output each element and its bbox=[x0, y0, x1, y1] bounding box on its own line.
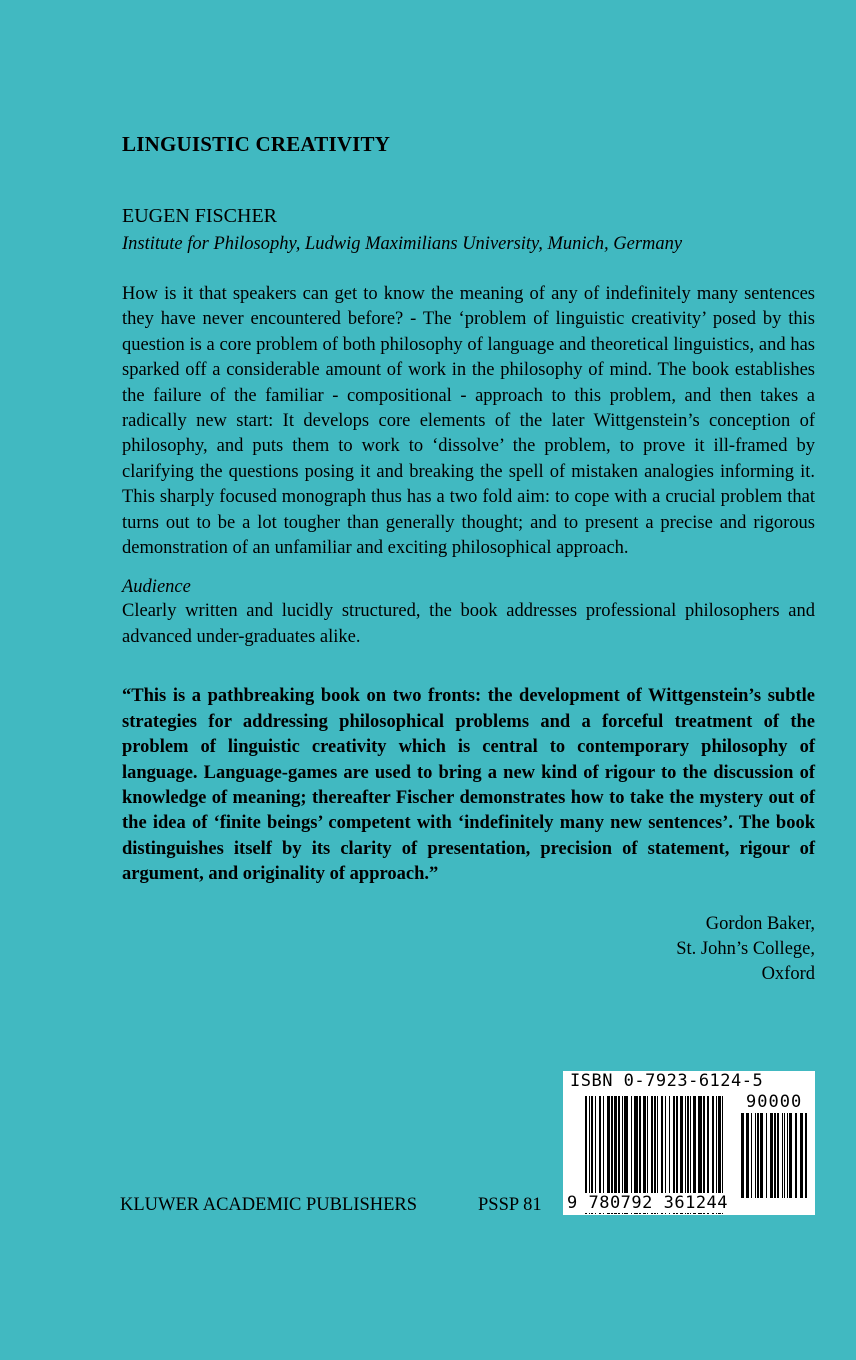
publisher-name: KLUWER ACADEMIC PUBLISHERS bbox=[120, 1195, 418, 1215]
barcode-bar bbox=[774, 1113, 776, 1198]
barcode-bar bbox=[757, 1113, 759, 1198]
attribution-name: Gordon Baker, bbox=[705, 913, 815, 934]
quote-attribution bbox=[122, 912, 815, 987]
barcode-bar bbox=[795, 1113, 797, 1198]
isbn-barcode bbox=[563, 1071, 815, 1215]
barcode-bar bbox=[789, 1113, 792, 1198]
attribution-college: St. John’s College, bbox=[676, 938, 815, 959]
barcode-bar bbox=[741, 1113, 744, 1198]
review-quote: “This is a pathbreaking book on two fronts: the development of Wittgenstein’s subtle strategies for addressing philosophical problems and a forceful treatment of the problem of linguistic creativity which is central to contemporary philosophy of language. Language-games are used to bring a new kind of rigour to the discussion of knowledge of meaning; thereafter Fischer demonstrates how to take the mystery out of the idea of ‘finite beings’ competent with ‘indefinitely many new sentences’. The book distinguishes itself by its clarity of presentation, precision of statement, rigour of argument, and originality of approach.” bbox=[122, 686, 815, 885]
barcode-bars-addon bbox=[741, 1113, 811, 1198]
barcode-bar bbox=[746, 1113, 749, 1198]
cover-text-column bbox=[122, 131, 815, 987]
book-description: How is it that speakers can get to know the meaning of any of indefinitely many sentences they have never encountered before? - The ‘problem of linguistic creativity’ posed by this question is a core problem of both philosophy of language and theoretical linguistics, and has sparked off a considerable amount of work in the philosophy of mind. The book establishes the failure of the familiar - compositional - approach to this problem, and then takes a radically new start: It develops core elements of the later Wittgenstein’s conception of philosophy, and puts them to work to ‘dissolve’ the problem, to prove it ill-framed by clarifying the questions posing it and breaking the spell of mistaken analogies informing it. This sharply focused monograph thus has a two fold aim: to cope with a crucial problem that turns out to be a lot tougher than generally thought; and to present a precise and rigorous demonstration of an unfamiliar and exciting philosophical approach. bbox=[122, 284, 815, 559]
isbn-text: ISBN 0-7923-6124-5 bbox=[570, 1071, 764, 1091]
barcode-bar bbox=[800, 1113, 803, 1198]
barcode-bar bbox=[766, 1113, 767, 1198]
ean-text: 9 780792 361244 bbox=[567, 1193, 729, 1213]
barcode-bar bbox=[777, 1113, 779, 1198]
price-addon-text: 90000 bbox=[746, 1092, 803, 1112]
series-number: PSSP 81 bbox=[478, 1195, 542, 1215]
barcode-bar bbox=[755, 1113, 756, 1198]
audience-text: Clearly written and lucidly structured, the book addresses professional philosophers and advanced under-graduates alike. bbox=[122, 601, 815, 647]
barcode-bar bbox=[770, 1113, 773, 1198]
author-affiliation: Institute for Philosophy, Ludwig Maximilians University, Munich, Germany bbox=[122, 234, 683, 254]
attribution-city: Oxford bbox=[761, 963, 815, 984]
barcode-bar bbox=[805, 1113, 807, 1198]
barcode-bar bbox=[760, 1113, 763, 1198]
barcode-bar bbox=[787, 1113, 788, 1198]
book-title: LINGUISTIC CREATIVITY bbox=[122, 132, 391, 156]
barcode-bar bbox=[782, 1113, 783, 1198]
author-name: EUGEN FISCHER bbox=[122, 205, 278, 227]
barcode-bar bbox=[784, 1113, 785, 1198]
barcode-bar bbox=[751, 1113, 752, 1198]
audience-heading: Audience bbox=[122, 577, 191, 598]
